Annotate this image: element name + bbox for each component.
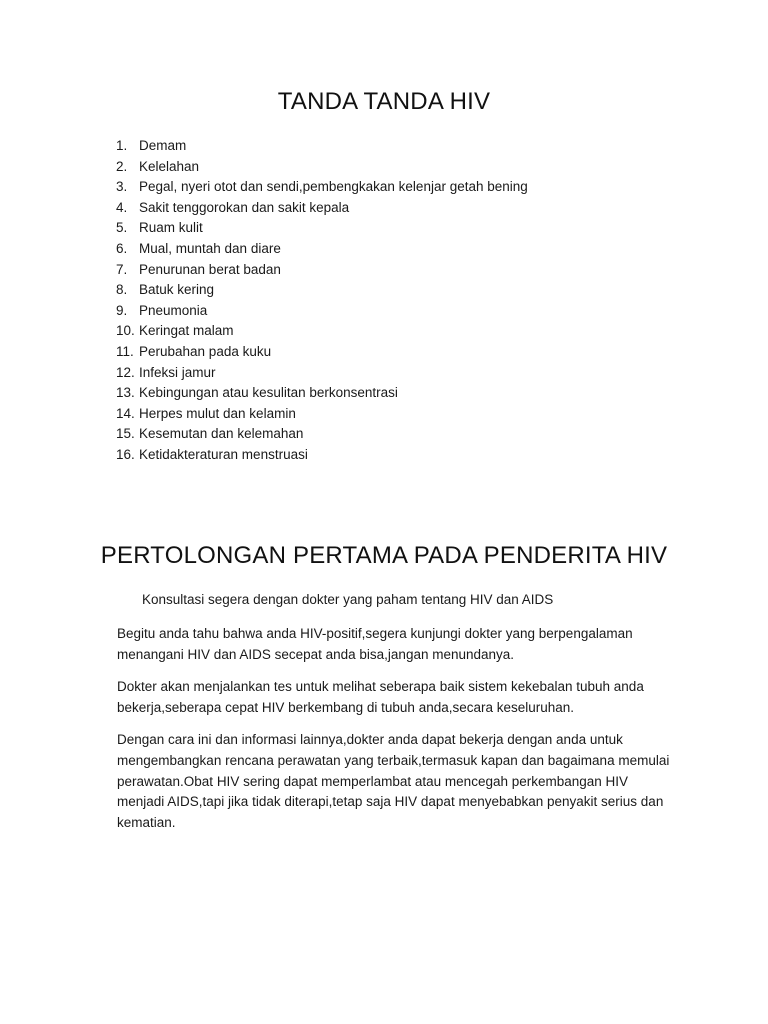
list-item-text: Keringat malam xyxy=(139,323,234,339)
list-item xyxy=(116,260,528,281)
signs-list xyxy=(116,136,528,466)
list-item-number: 14. xyxy=(116,405,135,421)
list-item-number: 11. xyxy=(116,343,134,359)
list-item xyxy=(116,239,528,260)
list-item-number: 4. xyxy=(116,199,128,215)
list-item-number: 5. xyxy=(116,220,128,236)
list-item-text: Pneumonia xyxy=(139,302,208,318)
list-item-number: 7. xyxy=(116,261,128,277)
list-item-number: 12. xyxy=(116,364,135,380)
list-item-number: 2. xyxy=(116,158,128,174)
list-item-number: 16. xyxy=(116,446,135,462)
list-item-text: Infeksi jamur xyxy=(139,364,216,380)
subheading-konsultasi: Konsultasi segera dengan dokter yang paham tentang HIV dan AIDS xyxy=(142,592,554,607)
list-item xyxy=(116,218,528,239)
list-item-text: Ketidakteraturan menstruasi xyxy=(139,446,308,462)
list-item xyxy=(116,157,528,178)
list-item-text: Ruam kulit xyxy=(139,220,203,236)
list-item-number: 6. xyxy=(116,240,128,256)
list-item-number: 13. xyxy=(116,385,135,401)
list-item-text: Perubahan pada kuku xyxy=(139,343,272,359)
list-item-text: Sakit tenggorokan dan sakit kepala xyxy=(139,199,350,215)
list-item xyxy=(116,342,528,363)
list-item-number: 9. xyxy=(116,302,128,318)
list-item xyxy=(116,280,528,301)
list-item xyxy=(116,301,528,322)
paragraph-1: Begitu anda tahu bahwa anda HIV-positif,segera kunjungi dokter yang berpengalaman menangani HIV dan AIDS secepat anda bisa,jangan menundanya. xyxy=(117,626,633,662)
list-item xyxy=(116,424,528,445)
list-item-text: Herpes mulut dan kelamin xyxy=(139,405,296,421)
paragraph-2: Dokter akan menjalankan tes untuk melihat seberapa baik sistem kekebalan tubuh anda bekerja,seberapa cepat HIV berkembang di tubuh anda,secara keseluruhan. xyxy=(117,679,644,715)
list-item-number: 3. xyxy=(116,179,128,195)
list-item-text: Kelelahan xyxy=(139,158,200,174)
list-item xyxy=(116,198,528,219)
heading-tanda-tanda-hiv: TANDA TANDA HIV xyxy=(277,88,491,115)
list-item-text: Pegal, nyeri otot dan sendi,pembengkakan kelenjar getah bening xyxy=(139,179,528,195)
list-item-text: Mual, muntah dan diare xyxy=(139,240,281,256)
list-item-text: Kesemutan dan kelemahan xyxy=(139,426,304,442)
list-item-number: 8. xyxy=(116,282,128,298)
list-item xyxy=(116,321,528,342)
list-item xyxy=(116,383,528,404)
list-item-text: Penurunan berat badan xyxy=(139,261,281,277)
list-item xyxy=(116,445,528,466)
list-item-text: Demam xyxy=(139,138,187,153)
list-item xyxy=(116,363,528,384)
list-item-text: Kebingungan atau kesulitan berkonsentrasi xyxy=(139,385,398,401)
list-item-number: 1. xyxy=(116,138,128,153)
list-item-number: 10. xyxy=(116,323,135,339)
list-item xyxy=(116,177,528,198)
list-item-number: 15. xyxy=(116,426,135,442)
list-item xyxy=(116,136,528,157)
heading-pertolongan-pertama: PERTOLONGAN PERTAMA PADA PENDERITA HIV xyxy=(100,542,668,569)
list-item-text: Batuk kering xyxy=(139,282,215,298)
list-item xyxy=(116,404,528,425)
paragraph-3: Dengan cara ini dan informasi lainnya,dokter anda dapat bekerja dengan anda untuk mengembangkan rencana perawatan yang terbaik,termasuk kapan dan bagaimana memulai perawatan.Obat HIV sering dapat memperlambat atau mencegah perkembangan HIV menjadi AIDS,tapi jika tidak diterapi,tetap saja HIV dapat menyebabkan penyakit serius dan kematian. xyxy=(117,732,670,831)
